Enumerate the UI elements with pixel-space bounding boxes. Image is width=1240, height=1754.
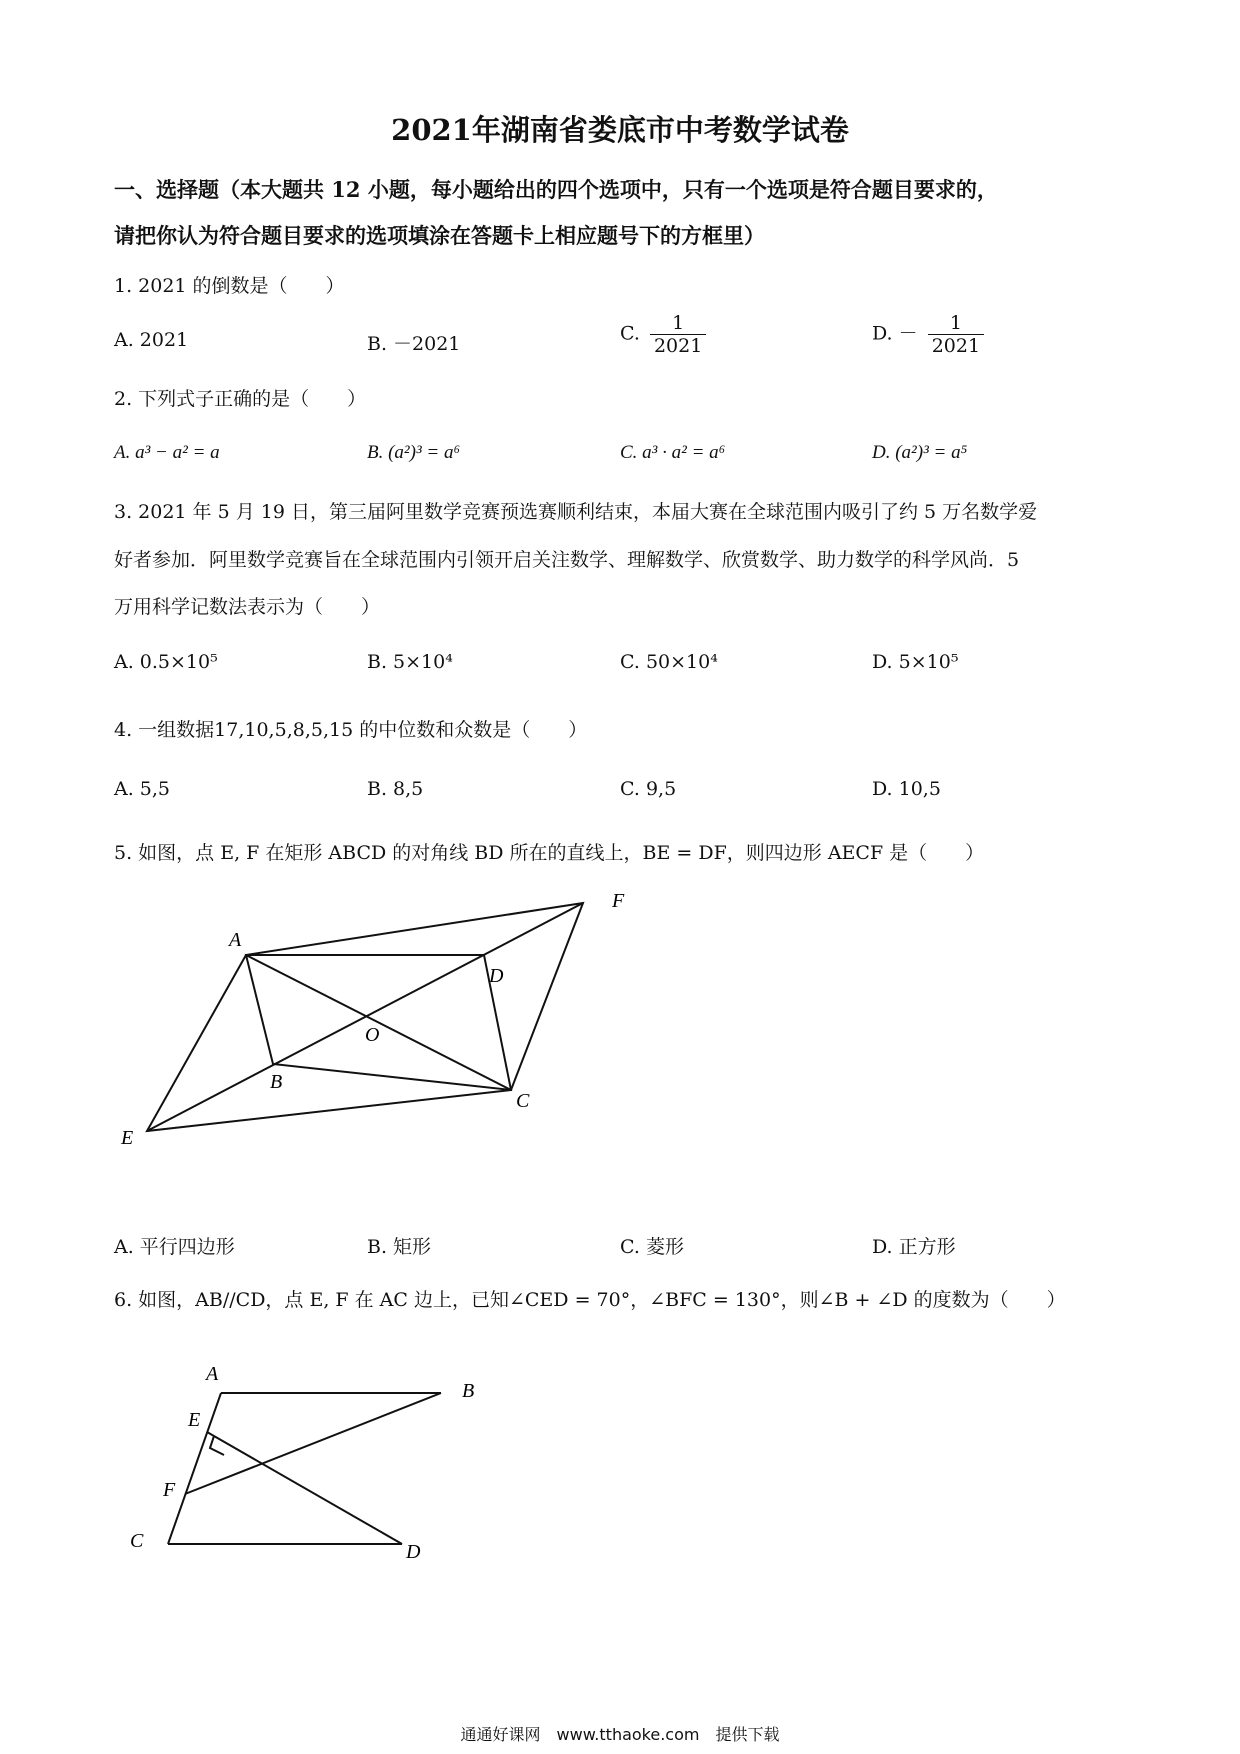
q6-stem: 6. 如图，AB//CD，点 E, F 在 AC 边上，已知∠CED = 70°，∠BFC = 130°，则∠B + ∠D 的度数为（ ） bbox=[114, 1289, 1066, 1311]
segment-fb bbox=[185, 1393, 441, 1494]
diagonal-ac bbox=[246, 955, 511, 1090]
footer-source: 通通好课网 www.tthaoke.com 提供下载 bbox=[460, 1725, 780, 1744]
q3-option-c: C. 50×10⁴ bbox=[620, 651, 718, 673]
q5-label-d: D bbox=[489, 965, 504, 987]
q3-stem-line3: 万用科学记数法表示为（ ） bbox=[114, 596, 381, 618]
q4-option-d: D. 10,5 bbox=[872, 778, 941, 800]
q6-label-d: D bbox=[406, 1541, 421, 1563]
q2-option-b: B. (a²)³ = a⁶ bbox=[367, 442, 461, 463]
q3-stem-line1: 3. 2021 年 5 月 19 日，第三届阿里数学竞赛预选赛顺利结束，本届大赛在全球范围内吸引了约 5 万名数学爱 bbox=[114, 501, 1038, 523]
q1-option-c-label: C. bbox=[620, 322, 640, 345]
q5-option-d: D. 正方形 bbox=[872, 1236, 956, 1258]
q6-label-c: C bbox=[130, 1530, 144, 1552]
q2-option-c: C. a³ · a² = a⁶ bbox=[620, 442, 726, 463]
q5-label-e: E bbox=[121, 1127, 134, 1149]
q5-label-f: F bbox=[612, 890, 625, 912]
q1-c-denominator: 2021 bbox=[653, 335, 703, 357]
q2-stem: 2. 下列式子正确的是（ ） bbox=[114, 388, 367, 410]
q4-option-a: A. 5,5 bbox=[114, 778, 171, 800]
q1-c-numerator: 1 bbox=[650, 312, 706, 335]
q5-option-c: C. 菱形 bbox=[620, 1236, 684, 1258]
section-heading-line1: 一、选择题（本大题共 12 小题，每小题给出的四个选项中，只有一个选项是符合题目要求的， bbox=[114, 177, 998, 202]
q1-d-numerator: 1 bbox=[928, 312, 984, 335]
q5-option-a: A. 平行四边形 bbox=[114, 1236, 235, 1258]
q1-d-denominator: 2021 bbox=[931, 335, 981, 357]
section-heading-line2: 请把你认为符合题目要求的选项填涂在答题卡上相应题号下的方框里） bbox=[114, 223, 765, 248]
q1-stem: 1. 2021 的倒数是（ ） bbox=[114, 275, 345, 297]
q5-label-c: C bbox=[516, 1090, 530, 1112]
q1-option-d-label: D. － bbox=[872, 322, 918, 345]
q2-option-d: D. (a²)³ = a⁵ bbox=[872, 442, 968, 463]
q5-label-b: B bbox=[270, 1071, 283, 1093]
q5-stem: 5. 如图，点 E, F 在矩形 ABCD 的对角线 BD 所在的直线上，BE = DF，则四边形 AECF 是（ ） bbox=[114, 842, 985, 864]
q6-label-a: A bbox=[206, 1363, 219, 1385]
q1-option-a: A. 2021 bbox=[114, 329, 189, 351]
q3-option-d: D. 5×10⁵ bbox=[872, 651, 959, 673]
segment-ed bbox=[207, 1432, 402, 1544]
q6-label-b: B bbox=[462, 1380, 475, 1402]
q6-label-f: F bbox=[163, 1479, 176, 1501]
q4-option-c: C. 9,5 bbox=[620, 778, 677, 800]
q4-stem: 4. 一组数据17,10,5,8,5,15 的中位数和众数是（ ） bbox=[114, 719, 588, 741]
q3-stem-line2: 好者参加．阿里数学竞赛旨在全球范围内引领开启关注数学、理解数学、欣赏数学、助力数学的科学风尚．5 bbox=[114, 549, 1020, 571]
q2-option-a: A. a³ − a² = a bbox=[114, 442, 220, 463]
q1-option-b: B. －2021 bbox=[367, 333, 461, 355]
q5-label-o: O bbox=[365, 1024, 380, 1046]
exam-title: 2021年湖南省娄底市中考数学试卷 bbox=[391, 113, 849, 147]
q3-option-b: B. 5×10⁴ bbox=[367, 651, 453, 673]
q4-option-b: B. 8,5 bbox=[367, 778, 424, 800]
q5-option-b: B. 矩形 bbox=[367, 1236, 432, 1258]
q6-figure-lines bbox=[168, 1393, 441, 1544]
q5-label-a: A bbox=[229, 929, 242, 951]
q3-option-a: A. 0.5×10⁵ bbox=[114, 651, 218, 673]
q6-label-e: E bbox=[188, 1409, 201, 1431]
